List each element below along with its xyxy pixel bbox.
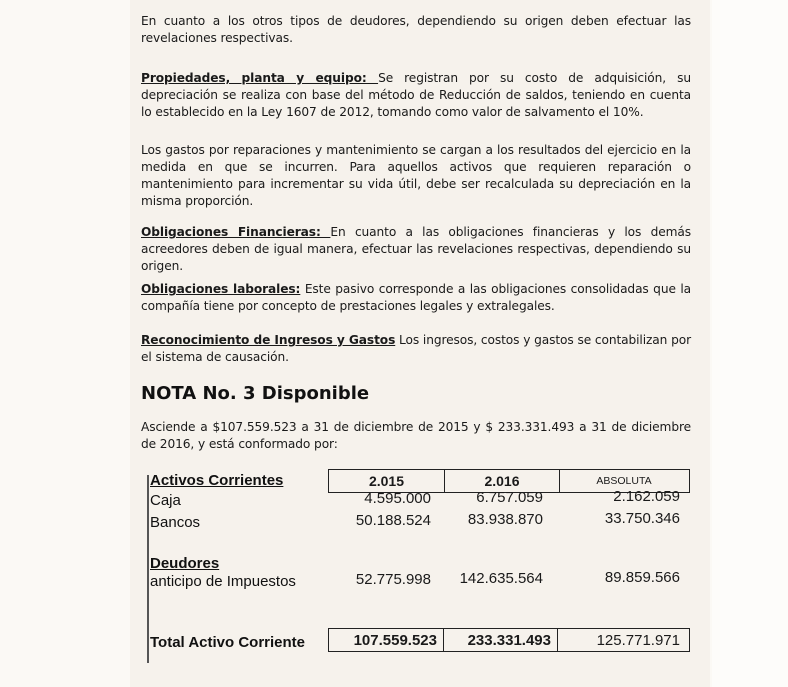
row-label-anticipo: anticipo de Impuestos (150, 573, 296, 590)
header-2016: 2.016 (445, 470, 560, 492)
bancos-2016: 83.938.870 (467, 511, 543, 528)
row-label-bancos: Bancos (150, 514, 201, 531)
bancos-absoluta: 33.750.346 (604, 510, 680, 527)
caja-2016: 6.757.059 (476, 489, 543, 506)
header-absoluta: ABSOLUTA (596, 475, 652, 487)
paragraph-obligaciones-financieras (141, 224, 691, 275)
total-label: Total Activo Corriente (150, 634, 306, 651)
heading-obligaciones-laborales: Obligaciones laborales: (141, 282, 301, 296)
text-obligaciones-financieras: En cuanto a las obligaciones financieras y los demás acreedores deben de igual manera, efectuar las revelaciones respectivas, dependiendo su origen. (141, 225, 691, 273)
bancos-2015: 50.188.524 (355, 512, 431, 529)
total-2016: 233.331.493 (444, 629, 558, 651)
paragraph-propiedades (141, 70, 691, 121)
header-2015: 2.015 (329, 470, 445, 492)
anticipo-2016: 142.635.564 (459, 570, 543, 587)
heading-propiedades: Propiedades, planta y equipo: (141, 71, 379, 85)
row-label-caja: Caja (150, 492, 181, 509)
total-row (328, 628, 690, 652)
paragraph-reconocimiento (141, 332, 691, 366)
paragraph-gastos-reparaciones: Los gastos por reparaciones y mantenimiento se cargan a los resultados del ejercicio en la medida en que se incurren. Para aquellos activos que requieren reparación o mantenimiento para incrementar su vida útil, debe ser recalculada su depreciación en la misma proporción. (141, 143, 691, 208)
total-2015: 107.559.523 (329, 629, 444, 651)
paragraph-obligaciones-laborales (141, 281, 691, 315)
heading-reconocimiento: Reconocimiento de Ingresos y Gastos (141, 333, 396, 347)
anticipo-absoluta: 89.859.566 (604, 569, 680, 586)
section-deudores: Deudores (150, 555, 220, 572)
table-left-rule (147, 475, 149, 663)
heading-obligaciones-financieras: Obligaciones Financieras: (141, 225, 331, 239)
disponible-table (145, 465, 695, 665)
caja-2015: 4.595.000 (364, 490, 431, 507)
anticipo-2015: 52.775.998 (355, 571, 431, 588)
nota-intro: Asciende a $107.559.523 a 31 de diciembre de 2015 y $ 233.331.493 a 31 de diciembre de 2016, y está conformado por: (141, 420, 691, 451)
total-absoluta: 125.771.971 (596, 631, 680, 649)
page-margin (712, 0, 788, 687)
caja-absoluta: 2.162.059 (613, 488, 680, 505)
text-obligaciones-laborales: Este pasivo corresponde a las obligaciones consolidadas que la compañía tiene por concepto de prestaciones legales y extralegales. (141, 282, 691, 313)
nota-title: NOTA No. 3 Disponible (141, 383, 370, 404)
section-activos-corrientes: Activos Corrientes (150, 472, 284, 489)
text-propiedades: Se registran por su costo de adquisición, su depreciación se realiza con base del método de Reducción de saldos, teniendo en cuenta lo establecido en la Ley 1607 de 2012, tomando como valor de salvamento el 10%. (141, 71, 692, 119)
paragraph-deudores: En cuanto a los otros tipos de deudores, dependiendo su origen deben efectuar las revelaciones respectivas. (141, 14, 691, 45)
text-reconocimiento: Los ingresos, costos y gastos se contabilizan por el sistema de causación. (141, 333, 691, 364)
